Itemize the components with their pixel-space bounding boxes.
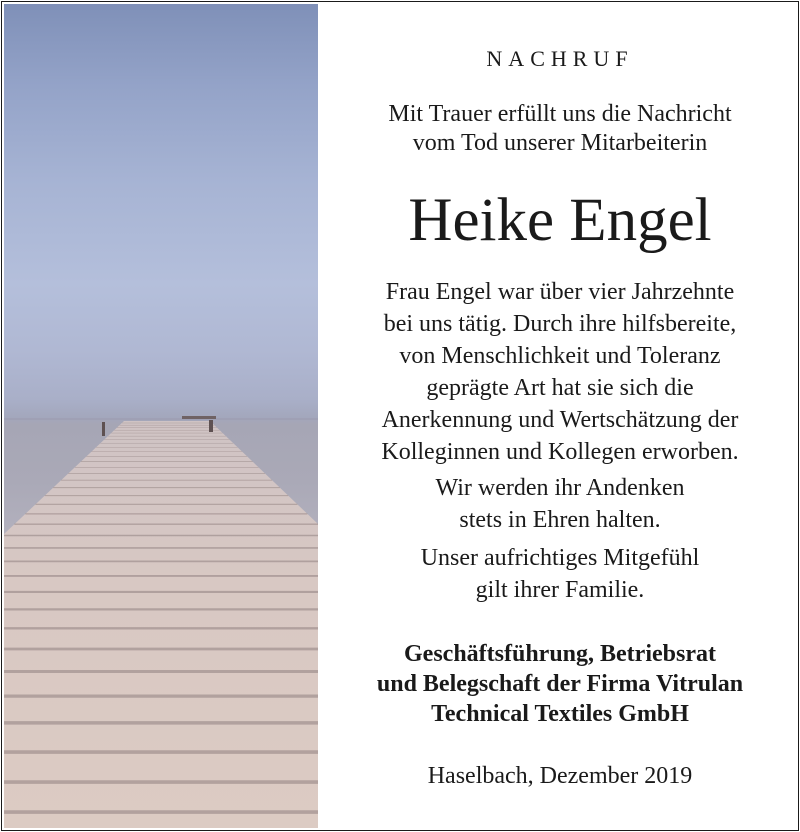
tribute-line: Kolleginnen und Kollegen erworben.	[381, 439, 739, 465]
signature-line: und Belegschaft der Firma Vitrulan	[376, 671, 744, 697]
signature-line: Technical Textiles GmbH	[431, 701, 689, 727]
signature-block	[318, 639, 799, 729]
tribute-line: von Menschlichkeit und Toleranz	[399, 343, 721, 369]
sympathy-line: gilt ihrer Familie.	[475, 577, 645, 603]
tribute-line: bei uns tätig. Durch ihre hilfsbereite,	[383, 311, 737, 337]
sympathy-paragraph	[318, 542, 799, 606]
pier-post-left	[102, 422, 105, 436]
tribute-line: Frau Engel war über vier Jahrzehnte	[385, 279, 735, 305]
sympathy-line: Unser aufrichtiges Mitgefühl	[420, 545, 700, 571]
pier-photo	[4, 4, 318, 828]
memory-line: stets in Ehren halten.	[459, 507, 661, 533]
pier-illustration	[4, 4, 318, 828]
tribute-line: geprägte Art hat sie sich die	[426, 375, 694, 401]
obituary-text	[318, 2, 799, 831]
signature-line: Geschäftsführung, Betriebsrat	[404, 641, 716, 667]
pier-rail	[182, 416, 216, 419]
deceased-name: Heike Engel	[408, 187, 712, 254]
tribute-paragraph	[318, 276, 799, 468]
obituary-frame	[1, 1, 799, 831]
pier-post-right	[209, 420, 213, 432]
intro-paragraph	[318, 100, 799, 158]
obituary-heading: NACHRUF	[486, 46, 634, 71]
place-date: Haselbach, Dezember 2019	[427, 763, 693, 789]
tribute-line: Anerkennung und Wertschätzung der	[381, 407, 739, 433]
memory-paragraph	[318, 472, 799, 536]
pier-deck	[4, 421, 318, 828]
intro-line: Mit Trauer erfüllt uns die Nachricht	[388, 101, 732, 127]
memory-line: Wir werden ihr Andenken	[435, 475, 685, 501]
intro-line: vom Tod unserer Mitarbeiterin	[412, 130, 708, 156]
